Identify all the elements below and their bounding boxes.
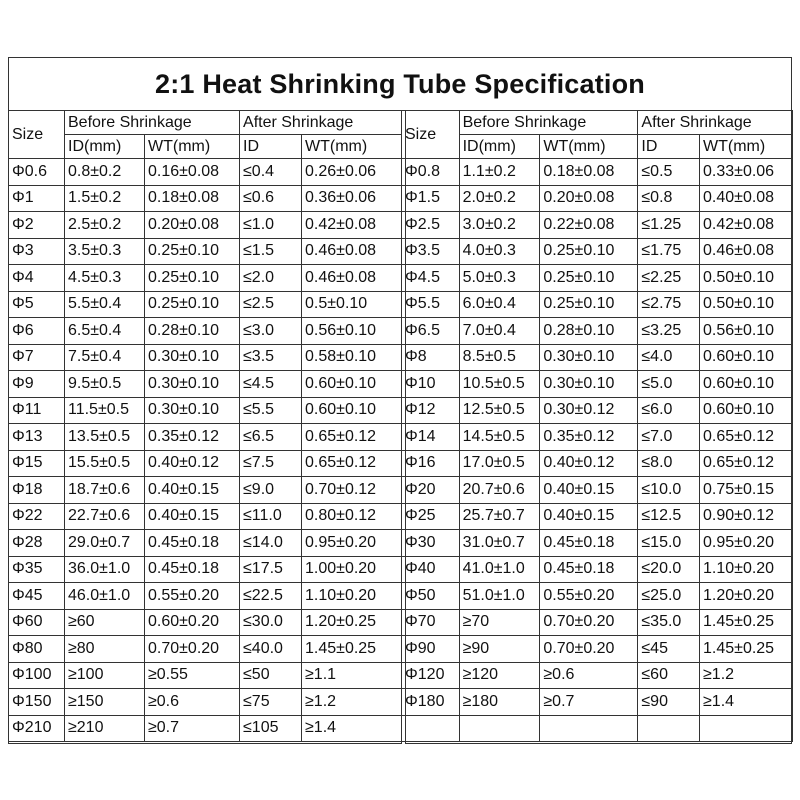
size-cell: Φ13 — [9, 424, 65, 451]
before-wt-cell: 0.20±0.08 — [540, 185, 638, 212]
before-wt-cell: 0.40±0.15 — [145, 477, 240, 504]
before-id-cell: 12.5±0.5 — [459, 397, 540, 424]
before-wt-cell: 0.40±0.12 — [145, 450, 240, 477]
before-id-cell: ≥70 — [459, 609, 540, 636]
size-cell: Φ70 — [402, 609, 460, 636]
before-wt-cell: 0.70±0.20 — [540, 609, 638, 636]
after-wt-cell: ≥1.2 — [302, 689, 402, 716]
table-row — [9, 609, 402, 636]
after-id-cell: ≤30.0 — [240, 609, 302, 636]
before-wt-cell: 0.55±0.20 — [540, 583, 638, 610]
before-wt-cell: 0.35±0.12 — [145, 424, 240, 451]
before-id-cell: 17.0±0.5 — [459, 450, 540, 477]
spec-table-right — [401, 110, 793, 742]
after-id-cell: ≤1.25 — [638, 212, 700, 239]
before-id-cell: 4.5±0.3 — [65, 265, 145, 292]
table-row — [402, 583, 793, 610]
after-id-cell: ≤2.25 — [638, 265, 700, 292]
wt-mm-header: WT(mm) — [145, 135, 240, 159]
table-row — [402, 212, 793, 239]
after-wt-cell: 0.60±0.10 — [700, 371, 793, 398]
before-id-cell: 14.5±0.5 — [459, 424, 540, 451]
table-row — [402, 371, 793, 398]
size-cell: Φ80 — [9, 636, 65, 663]
after-id-cell: ≤5.0 — [638, 371, 700, 398]
table-row — [402, 477, 793, 504]
before-id-cell: 29.0±0.7 — [65, 530, 145, 557]
before-id-cell: 46.0±1.0 — [65, 583, 145, 610]
size-cell: Φ210 — [9, 715, 65, 742]
table-row — [9, 689, 402, 716]
after-wt-cell: 0.65±0.12 — [302, 424, 402, 451]
size-cell: Φ0.6 — [9, 159, 65, 186]
after-id-cell: ≤12.5 — [638, 503, 700, 530]
table-row — [402, 556, 793, 583]
table-row — [402, 238, 793, 265]
before-id-cell: 1.1±0.2 — [459, 159, 540, 186]
after-id-cell: ≤22.5 — [240, 583, 302, 610]
size-cell: Φ1 — [9, 185, 65, 212]
before-wt-cell: 0.70±0.20 — [540, 636, 638, 663]
table-row — [402, 159, 793, 186]
after-shrinkage-header: After Shrinkage — [638, 111, 793, 135]
table-row — [9, 159, 402, 186]
after-wt-cell: 0.58±0.10 — [302, 344, 402, 371]
before-id-cell: ≥80 — [65, 636, 145, 663]
after-wt-cell: 0.42±0.08 — [302, 212, 402, 239]
size-cell: Φ50 — [402, 583, 460, 610]
before-shrinkage-header: Before Shrinkage — [65, 111, 240, 135]
before-id-cell — [459, 715, 540, 742]
after-id-cell: ≤105 — [240, 715, 302, 742]
after-wt-cell: 0.65±0.12 — [302, 450, 402, 477]
after-id-cell: ≤17.5 — [240, 556, 302, 583]
after-id-cell: ≤3.25 — [638, 318, 700, 345]
size-cell: Φ16 — [402, 450, 460, 477]
before-id-cell: 5.0±0.3 — [459, 265, 540, 292]
before-wt-cell: 0.40±0.15 — [540, 477, 638, 504]
before-wt-cell: 0.22±0.08 — [540, 212, 638, 239]
before-id-cell: ≥120 — [459, 662, 540, 689]
size-cell: Φ90 — [402, 636, 460, 663]
before-wt-cell: 0.18±0.08 — [540, 159, 638, 186]
after-wt-cell: 0.56±0.10 — [700, 318, 793, 345]
after-wt-cell: 0.46±0.08 — [700, 238, 793, 265]
size-cell: Φ5.5 — [402, 291, 460, 318]
after-id-cell: ≤35.0 — [638, 609, 700, 636]
after-wt-cell: 1.20±0.20 — [700, 583, 793, 610]
after-id-cell: ≤10.0 — [638, 477, 700, 504]
after-id-cell: ≤7.5 — [240, 450, 302, 477]
wt-mm-header: WT(mm) — [540, 135, 638, 159]
table-row — [402, 344, 793, 371]
after-wt-cell: 1.45±0.25 — [302, 636, 402, 663]
table-row — [9, 397, 402, 424]
before-wt-cell: ≥0.7 — [540, 689, 638, 716]
size-cell: Φ4 — [9, 265, 65, 292]
table-row — [402, 424, 793, 451]
before-id-cell: 7.0±0.4 — [459, 318, 540, 345]
table-row — [402, 450, 793, 477]
after-wt-cell: 1.00±0.20 — [302, 556, 402, 583]
after-wt-cell: 1.10±0.20 — [700, 556, 793, 583]
table-row — [402, 185, 793, 212]
table-row — [402, 662, 793, 689]
table-row — [9, 556, 402, 583]
before-id-cell: 7.5±0.4 — [65, 344, 145, 371]
after-id-cell: ≤75 — [240, 689, 302, 716]
size-cell: Φ10 — [402, 371, 460, 398]
after-wt-cell: 0.60±0.10 — [302, 371, 402, 398]
after-id-cell: ≤5.5 — [240, 397, 302, 424]
size-cell: Φ45 — [9, 583, 65, 610]
size-cell: Φ3.5 — [402, 238, 460, 265]
before-wt-cell: 0.25±0.10 — [145, 291, 240, 318]
after-wt-cell: 0.42±0.08 — [700, 212, 793, 239]
before-wt-cell: 0.45±0.18 — [540, 530, 638, 557]
size-cell: Φ180 — [402, 689, 460, 716]
before-wt-cell: ≥0.55 — [145, 662, 240, 689]
before-id-cell: 6.5±0.4 — [65, 318, 145, 345]
before-wt-cell: ≥0.6 — [145, 689, 240, 716]
after-wt-cell: 0.70±0.12 — [302, 477, 402, 504]
before-id-cell: ≥100 — [65, 662, 145, 689]
after-wt-cell: 0.50±0.10 — [700, 291, 793, 318]
size-cell: Φ60 — [9, 609, 65, 636]
after-id-cell: ≤9.0 — [240, 477, 302, 504]
spec-table-left — [8, 110, 402, 742]
after-id-cell: ≤15.0 — [638, 530, 700, 557]
size-header: Size — [402, 111, 460, 159]
before-wt-cell: 0.55±0.20 — [145, 583, 240, 610]
before-id-cell: 36.0±1.0 — [65, 556, 145, 583]
before-wt-cell: 0.30±0.10 — [145, 397, 240, 424]
before-wt-cell: 0.30±0.12 — [540, 397, 638, 424]
before-id-cell: 3.0±0.2 — [459, 212, 540, 239]
after-wt-cell: ≥1.1 — [302, 662, 402, 689]
after-wt-cell: 0.95±0.20 — [302, 530, 402, 557]
size-cell: Φ18 — [9, 477, 65, 504]
before-wt-cell: 0.45±0.18 — [540, 556, 638, 583]
before-id-cell: 5.5±0.4 — [65, 291, 145, 318]
after-wt-cell: 0.60±0.10 — [700, 397, 793, 424]
size-cell: Φ12 — [402, 397, 460, 424]
table-row — [9, 371, 402, 398]
before-id-cell: 2.5±0.2 — [65, 212, 145, 239]
table-row — [9, 662, 402, 689]
size-cell: Φ5 — [9, 291, 65, 318]
after-wt-cell: 0.65±0.12 — [700, 424, 793, 451]
table-row — [402, 397, 793, 424]
size-cell: Φ0.8 — [402, 159, 460, 186]
size-cell: Φ20 — [402, 477, 460, 504]
size-cell: Φ11 — [9, 397, 65, 424]
table-row — [402, 636, 793, 663]
before-wt-cell: 0.28±0.10 — [145, 318, 240, 345]
table-row — [402, 291, 793, 318]
before-wt-cell — [540, 715, 638, 742]
after-shrinkage-header: After Shrinkage — [240, 111, 402, 135]
before-wt-cell: 0.25±0.10 — [145, 238, 240, 265]
size-cell: Φ22 — [9, 503, 65, 530]
before-wt-cell: 0.40±0.15 — [145, 503, 240, 530]
size-cell: Φ1.5 — [402, 185, 460, 212]
size-cell: Φ7 — [9, 344, 65, 371]
spec-table-right-body — [402, 159, 793, 742]
before-id-cell: 1.5±0.2 — [65, 185, 145, 212]
id-mm-header: ID(mm) — [65, 135, 145, 159]
table-row — [9, 212, 402, 239]
size-cell: Φ6.5 — [402, 318, 460, 345]
after-id-cell: ≤20.0 — [638, 556, 700, 583]
before-id-cell: 18.7±0.6 — [65, 477, 145, 504]
before-wt-cell: 0.70±0.20 — [145, 636, 240, 663]
table-row — [9, 477, 402, 504]
table-row — [9, 291, 402, 318]
after-wt-cell: 0.50±0.10 — [700, 265, 793, 292]
before-wt-cell: 0.30±0.10 — [540, 371, 638, 398]
after-wt-cell: 0.33±0.06 — [700, 159, 793, 186]
spec-table-left-body — [9, 159, 402, 742]
size-cell: Φ35 — [9, 556, 65, 583]
before-id-cell: 0.8±0.2 — [65, 159, 145, 186]
before-id-cell: 6.0±0.4 — [459, 291, 540, 318]
after-wt-cell: 0.56±0.10 — [302, 318, 402, 345]
page-title: 2:1 Heat Shrinking Tube Specification — [155, 68, 645, 99]
before-wt-cell: 0.16±0.08 — [145, 159, 240, 186]
after-id-cell: ≤3.5 — [240, 344, 302, 371]
size-cell: Φ15 — [9, 450, 65, 477]
after-id-cell: ≤50 — [240, 662, 302, 689]
size-cell: Φ25 — [402, 503, 460, 530]
after-id-cell: ≤1.5 — [240, 238, 302, 265]
before-wt-cell: 0.25±0.10 — [145, 265, 240, 292]
before-id-cell: 4.0±0.3 — [459, 238, 540, 265]
after-wt-cell: 0.60±0.10 — [302, 397, 402, 424]
id-mm-header: ID(mm) — [459, 135, 540, 159]
after-wt-cell: 1.10±0.20 — [302, 583, 402, 610]
before-wt-cell: ≥0.6 — [540, 662, 638, 689]
before-wt-cell: 0.30±0.10 — [145, 371, 240, 398]
table-row — [9, 424, 402, 451]
table-row — [9, 636, 402, 663]
after-id-cell: ≤0.6 — [240, 185, 302, 212]
before-shrinkage-header: Before Shrinkage — [459, 111, 638, 135]
after-id-cell: ≤0.5 — [638, 159, 700, 186]
size-cell — [402, 715, 460, 742]
table-row — [402, 689, 793, 716]
after-id-cell: ≤2.75 — [638, 291, 700, 318]
size-cell: Φ100 — [9, 662, 65, 689]
before-id-cell: ≥180 — [459, 689, 540, 716]
after-id-cell — [638, 715, 700, 742]
table-row — [9, 238, 402, 265]
table-row — [402, 318, 793, 345]
size-cell: Φ150 — [9, 689, 65, 716]
size-cell: Φ30 — [402, 530, 460, 557]
after-id-cell: ≤2.5 — [240, 291, 302, 318]
before-wt-cell: 0.18±0.08 — [145, 185, 240, 212]
table-row — [9, 265, 402, 292]
size-cell: Φ14 — [402, 424, 460, 451]
after-id-cell: ≤0.8 — [638, 185, 700, 212]
before-wt-cell: 0.40±0.15 — [540, 503, 638, 530]
size-cell: Φ28 — [9, 530, 65, 557]
spec-sheet — [8, 57, 792, 744]
id-header: ID — [638, 135, 700, 159]
before-id-cell: 51.0±1.0 — [459, 583, 540, 610]
after-id-cell: ≤45 — [638, 636, 700, 663]
before-wt-cell: 0.45±0.18 — [145, 530, 240, 557]
before-wt-cell: 0.25±0.10 — [540, 238, 638, 265]
size-cell: Φ8 — [402, 344, 460, 371]
after-wt-cell: 0.75±0.15 — [700, 477, 793, 504]
table-row — [9, 503, 402, 530]
after-wt-cell: 0.60±0.10 — [700, 344, 793, 371]
after-id-cell: ≤0.4 — [240, 159, 302, 186]
after-id-cell: ≤14.0 — [240, 530, 302, 557]
before-id-cell: 11.5±0.5 — [65, 397, 145, 424]
before-wt-cell: 0.35±0.12 — [540, 424, 638, 451]
after-id-cell: ≤4.0 — [638, 344, 700, 371]
before-id-cell: 13.5±0.5 — [65, 424, 145, 451]
after-wt-cell: ≥1.4 — [302, 715, 402, 742]
table-row — [9, 715, 402, 742]
size-cell: Φ2.5 — [402, 212, 460, 239]
before-id-cell: 25.7±0.7 — [459, 503, 540, 530]
wt-after-header: WT(mm) — [302, 135, 402, 159]
table-row — [9, 344, 402, 371]
after-wt-cell: 0.95±0.20 — [700, 530, 793, 557]
size-header: Size — [9, 111, 65, 159]
size-cell: Φ120 — [402, 662, 460, 689]
after-id-cell: ≤6.0 — [638, 397, 700, 424]
after-wt-cell — [700, 715, 793, 742]
after-id-cell: ≤7.0 — [638, 424, 700, 451]
before-id-cell: 41.0±1.0 — [459, 556, 540, 583]
size-cell: Φ2 — [9, 212, 65, 239]
before-id-cell: 15.5±0.5 — [65, 450, 145, 477]
before-wt-cell: 0.30±0.10 — [145, 344, 240, 371]
size-cell: Φ3 — [9, 238, 65, 265]
after-id-cell: ≤4.5 — [240, 371, 302, 398]
after-wt-cell: 0.36±0.06 — [302, 185, 402, 212]
before-id-cell: 2.0±0.2 — [459, 185, 540, 212]
table-row — [9, 185, 402, 212]
before-id-cell: ≥150 — [65, 689, 145, 716]
table-row — [9, 530, 402, 557]
after-id-cell: ≤3.0 — [240, 318, 302, 345]
after-wt-cell: 0.90±0.12 — [700, 503, 793, 530]
wt-after-header: WT(mm) — [700, 135, 793, 159]
after-wt-cell: 0.26±0.06 — [302, 159, 402, 186]
after-id-cell: ≤25.0 — [638, 583, 700, 610]
before-wt-cell: 0.30±0.10 — [540, 344, 638, 371]
before-wt-cell: 0.25±0.10 — [540, 265, 638, 292]
after-wt-cell: ≥1.2 — [700, 662, 793, 689]
after-id-cell: ≤60 — [638, 662, 700, 689]
size-cell: Φ6 — [9, 318, 65, 345]
after-id-cell: ≤90 — [638, 689, 700, 716]
before-wt-cell: ≥0.7 — [145, 715, 240, 742]
size-cell: Φ9 — [9, 371, 65, 398]
after-wt-cell: 0.80±0.12 — [302, 503, 402, 530]
before-id-cell: ≥210 — [65, 715, 145, 742]
before-wt-cell: 0.60±0.20 — [145, 609, 240, 636]
size-cell: Φ40 — [402, 556, 460, 583]
before-wt-cell: 0.20±0.08 — [145, 212, 240, 239]
before-wt-cell: 0.45±0.18 — [145, 556, 240, 583]
after-wt-cell: 1.45±0.25 — [700, 609, 793, 636]
table-row — [9, 450, 402, 477]
before-wt-cell: 0.40±0.12 — [540, 450, 638, 477]
after-wt-cell: ≥1.4 — [700, 689, 793, 716]
after-id-cell: ≤1.75 — [638, 238, 700, 265]
after-wt-cell: 1.45±0.25 — [700, 636, 793, 663]
before-id-cell: 20.7±0.6 — [459, 477, 540, 504]
id-header: ID — [240, 135, 302, 159]
after-wt-cell: 0.46±0.08 — [302, 238, 402, 265]
after-id-cell: ≤8.0 — [638, 450, 700, 477]
after-wt-cell: 1.20±0.25 — [302, 609, 402, 636]
before-id-cell: 31.0±0.7 — [459, 530, 540, 557]
before-id-cell: 22.7±0.6 — [65, 503, 145, 530]
before-id-cell: ≥90 — [459, 636, 540, 663]
table-row — [9, 318, 402, 345]
before-wt-cell: 0.28±0.10 — [540, 318, 638, 345]
after-wt-cell: 0.65±0.12 — [700, 450, 793, 477]
before-id-cell: 10.5±0.5 — [459, 371, 540, 398]
table-row — [402, 715, 793, 742]
table-row — [402, 265, 793, 292]
after-wt-cell: 0.46±0.08 — [302, 265, 402, 292]
after-wt-cell: 0.5±0.10 — [302, 291, 402, 318]
size-cell: Φ4.5 — [402, 265, 460, 292]
before-wt-cell: 0.25±0.10 — [540, 291, 638, 318]
table-row — [402, 530, 793, 557]
after-id-cell: ≤40.0 — [240, 636, 302, 663]
before-id-cell: 3.5±0.3 — [65, 238, 145, 265]
after-id-cell: ≤1.0 — [240, 212, 302, 239]
after-wt-cell: 0.40±0.08 — [700, 185, 793, 212]
table-row — [402, 609, 793, 636]
before-id-cell: 9.5±0.5 — [65, 371, 145, 398]
after-id-cell: ≤2.0 — [240, 265, 302, 292]
before-id-cell: 8.5±0.5 — [459, 344, 540, 371]
after-id-cell: ≤6.5 — [240, 424, 302, 451]
table-row — [9, 583, 402, 610]
before-id-cell: ≥60 — [65, 609, 145, 636]
table-row — [402, 503, 793, 530]
after-id-cell: ≤11.0 — [240, 503, 302, 530]
